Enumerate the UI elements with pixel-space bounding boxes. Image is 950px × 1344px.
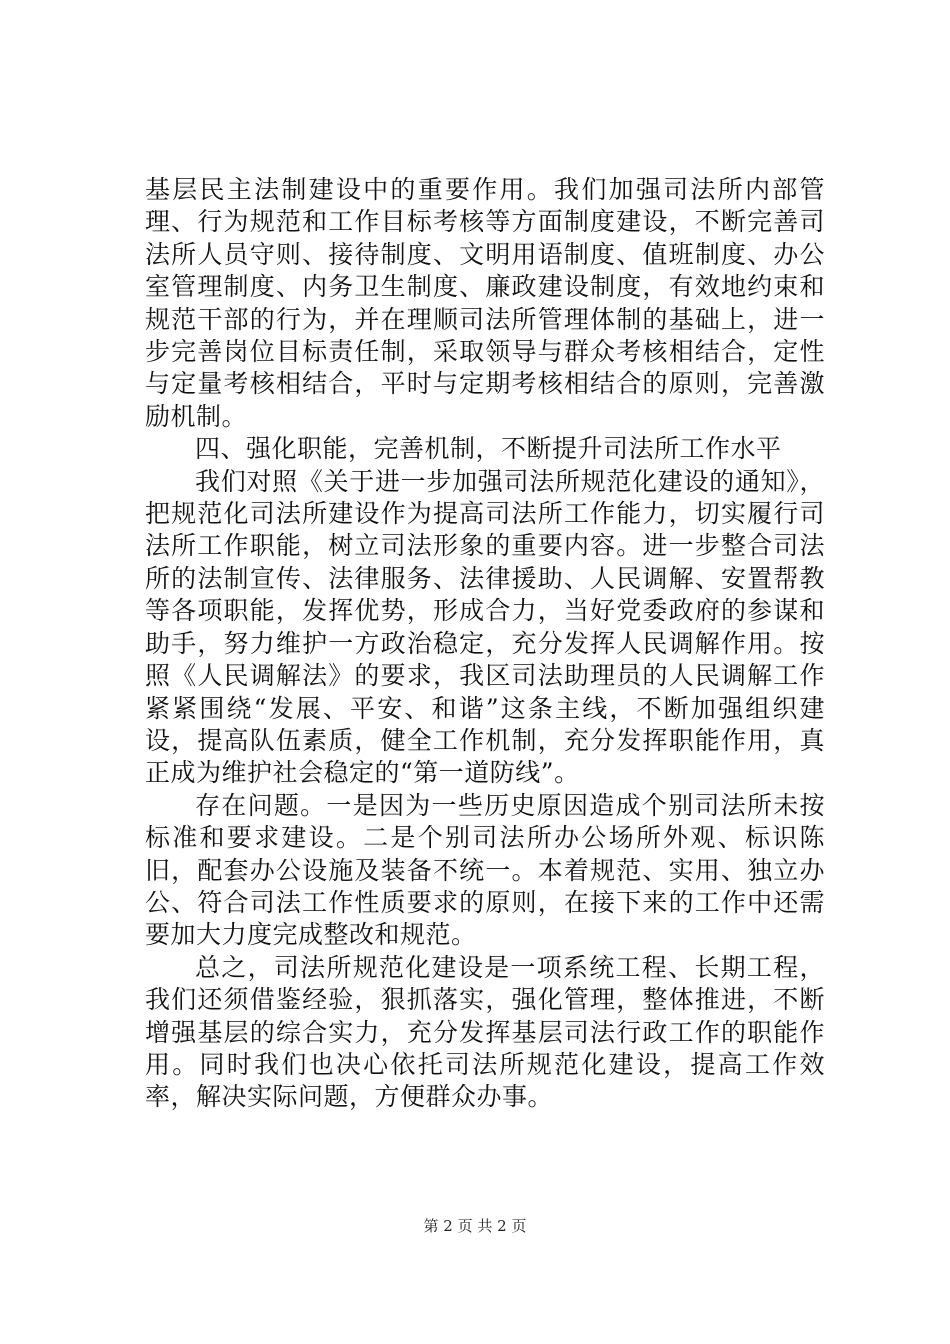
- paragraph-continuation: 基层民主法制建设中的重要作用。我们加强司法所内部管理、行为规范和工作目标考核等方面制度建设，不断完善司法所人员守则、接待制度、文明用语制度、值班制度、办公室管理制度、内务卫生制度、廉政建设制度，有效地约束和规范干部的行为，并在理顺司法所管理体制的基础上，进一步完善岗位目标责任制，采取领导与群众考核相结合，定性与定量考核相结合，平时与定期考核相结合的原则，完善激励机制。: [145, 175, 825, 431]
- page-footer: 第 2 页 共 2 页: [423, 1217, 527, 1235]
- paragraph-conclusion: 总之，司法所规范化建设是一项系统工程、长期工程，我们还须借鉴经验，狠抓落实，强化管理，整体推进，不断增强基层的综合实力，充分发挥基层司法行政工作的职能作用。同时我们也决心依托司法所规范化建设，提高工作效率，解决实际问题，方便群众办事。: [145, 952, 825, 1112]
- section-heading: 四、强化职能，完善机制，不断提升司法所工作水平: [195, 434, 782, 464]
- paragraph-standardization: 我们对照《关于进一步加强司法所规范化建设的通知》，把规范化司法所建设作为提高司法所工作能力，切实履行司法所工作职能，树立司法形象的重要内容。进一步整合司法所的法制宣传、法律服务、法律援助、人民调解、安置帮教等各项职能，发挥优势，形成合力，当好党委政府的参谋和助手，努力维护一方政治稳定，充分发挥人民调解作用。按照《人民调解法》的要求，我区司法助理员的人民调解工作紧紧围绕“发展、平安、和谐”这条主线，不断加强组织建设，提高队伍素质，健全工作机制，充分发挥职能作用，真正成为维护社会稳定的“第一道防线”。: [145, 466, 825, 788]
- document-body: [145, 174, 825, 1114]
- paragraph-problems: 存在问题。一是因为一些历史原因造成个别司法所未按标准和要求建设。二是个别司法所办公场所外观、标识陈旧，配套办公设施及装备不统一。本着规范、实用、独立办公、符合司法工作性质要求的原则，在接下来的工作中还需要加大力度完成整改和规范。: [145, 790, 825, 950]
